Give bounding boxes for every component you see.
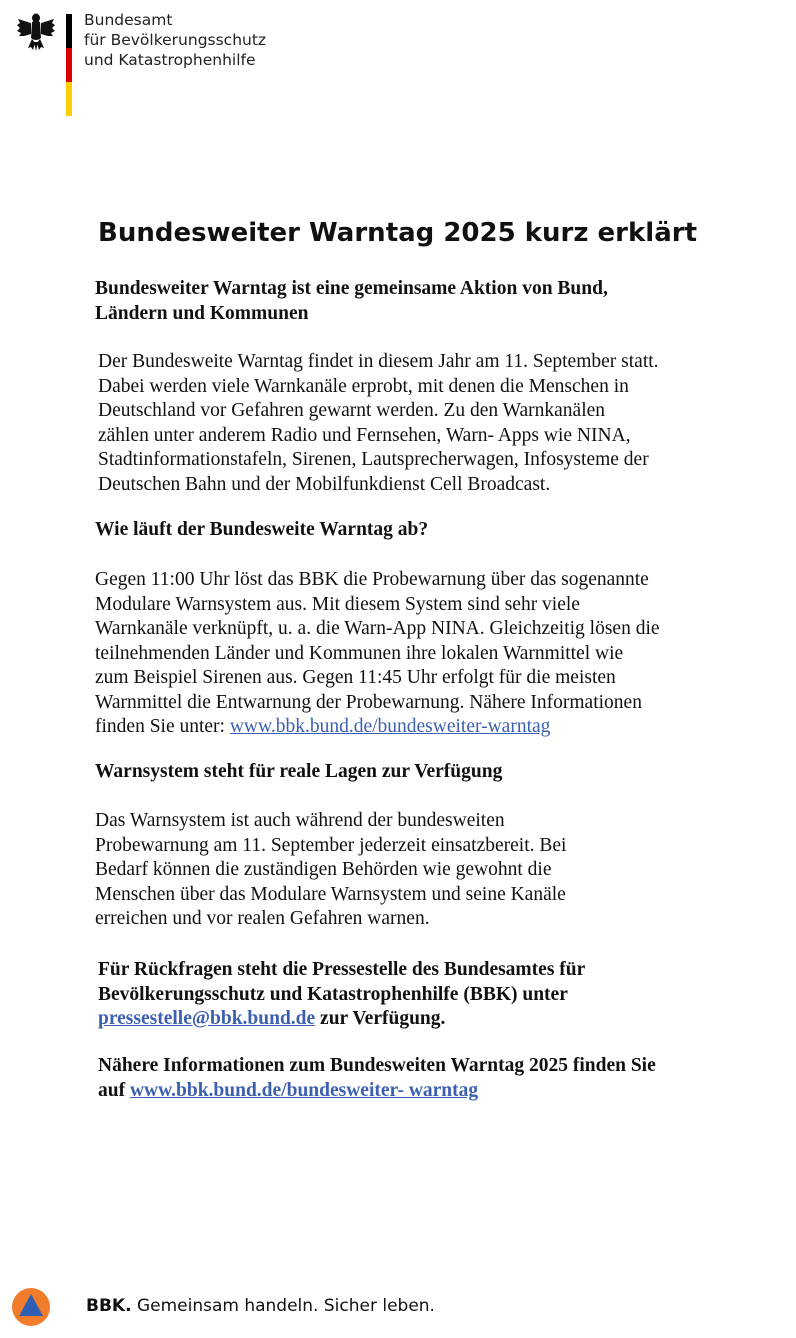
section-paragraph-procedure: Gegen 11:00 Uhr löst das BBK die Probewarnung über das sogenannte Modulare Warnsystem aus. Mit diesem System sind sehr viele Warnkanäle verknüpft, u. a. die Warn-App NINA. Gleichzeitig lösen die teilnehmenden Länder und Kommunen ihre lokalen Warnmittel wie zum Beispiel Sirenen aus. Gegen 11:45 Uhr erfolgt für die meisten Warnmittel die Entwarnung der Probewarnung. Nähere Informationen finden Sie unter: www.bbk.bund.de/bundesweiter-warntag	[95, 569, 660, 737]
page-title: Bundesweiter Warntag 2025 kurz erklärt	[98, 218, 698, 248]
section-paragraph-joint-action: Der Bundesweite Warntag findet in diesem Jahr am 11. September statt. Dabei werden viele Warnkanäle erprobt, mit denen die Menschen in Deutschland vor Gefahren gewarnt werden. Zu den Warnkanälen zählen unter anderem Radio und Fernsehen, Warn- Apps wie NINA, Stadtinformationstafeln, Sirenen, Lautsprecherwagen, Infosysteme der Deutschen Bahn und der Mobilfunkdienst Cell Broadcast.	[98, 351, 659, 495]
org-line: Bundesamt	[84, 11, 173, 29]
section-heading-procedure: Wie läuft der Bundesweite Warntag ab?	[95, 519, 429, 540]
footer-slogan	[86, 1296, 435, 1316]
section-heading-real-situations: Warnsystem steht für reale Lagen zur Verfügung	[95, 761, 503, 782]
org-line: und Katastrophenhilfe	[84, 51, 256, 69]
press-contact-paragraph: Für Rückfragen steht die Pressestelle des Bundesamtes für Bevölkerungsschutz und Katastrophenhilfe (BBK) unter pressestelle@bbk.bund.de zur Verfügung.	[98, 959, 586, 1029]
flag-stripe	[66, 14, 72, 116]
organization-name	[84, 10, 266, 70]
section-paragraph-real-situations: Das Warnsystem ist auch während der bundesweiten Probewarnung am 11. September jederzeit einsatzbereit. Bei Bedarf können die zuständigen Behörden wie gewohnt die Menschen über das Modulare Warnsystem und seine Kanäle erreichen und vor realen Gefahren warnen.	[95, 810, 567, 929]
section-heading-joint-action: Bundesweiter Warntag ist eine gemeinsame Aktion von Bund, Ländern und Kommunen	[95, 278, 608, 324]
eagle-coat-of-arms-icon	[15, 10, 57, 52]
more-info-paragraph: Nähere Informationen zum Bundesweiten Warntag 2025 finden Sie auf www.bbk.bund.de/bundesweiter- warntag	[98, 1055, 656, 1101]
org-line: für Bevölkerungsschutz	[84, 31, 267, 49]
civil-protection-triangle-icon	[11, 1287, 51, 1327]
more-info-link[interactable]: www.bbk.bund.de/bundesweiter- warntag	[129, 1079, 479, 1101]
warntag-info-link[interactable]: www.bbk.bund.de/bundesweiter-warntag	[229, 716, 551, 737]
footer-brand: BBK.	[86, 1296, 132, 1316]
press-email-link[interactable]: pressestelle@bbk.bund.de	[98, 1008, 316, 1029]
footer-slogan-text: Gemeinsam handeln. Sicher leben.	[131, 1296, 435, 1316]
